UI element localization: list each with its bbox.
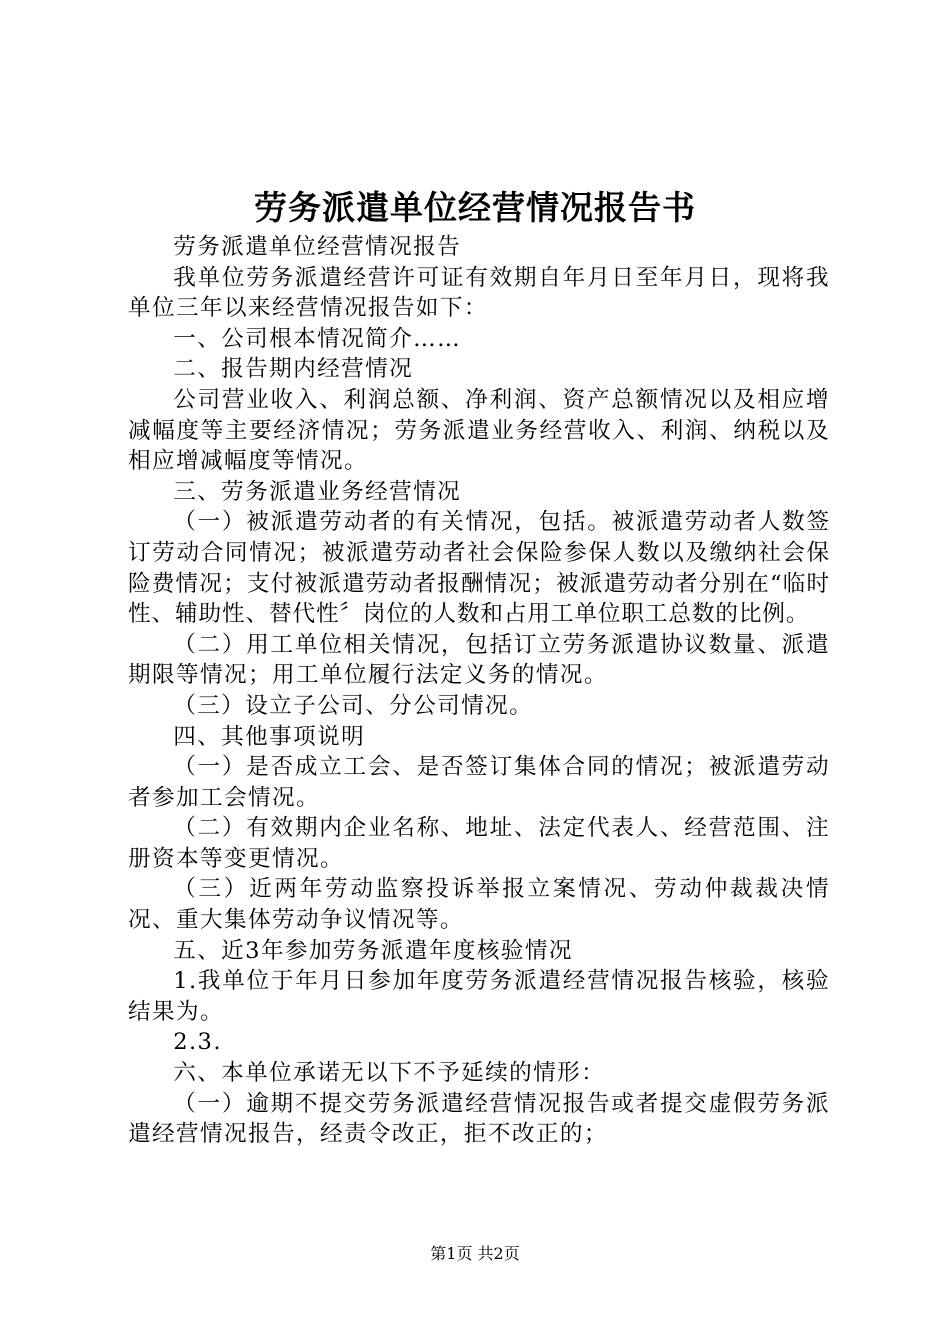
paragraph-subtitle: 劳务派遣单位经营情况报告: [173, 234, 462, 260]
paragraph-disputes: （三）近两年劳动监察投诉举报立案情况、劳动仲裁裁决情况、重大集体劳动争议情况等。: [128, 876, 830, 934]
paragraph-commitment-1: （一）逾期不提交劳务派遣经营情况报告或者提交虚假劳务派遣经营情况报告，经责令改正，拒不改正的；: [128, 1090, 830, 1148]
section-heading-3: 三、劳务派遣业务经营情况: [173, 478, 462, 505]
section-heading-1: 一、公司根本情况简介……: [173, 325, 462, 352]
section-heading-4: 四、其他事项说明: [173, 723, 366, 750]
paragraph-dispatched-workers: （一）被派遣劳动者的有关情况，包括。被派遣劳动者人数签订劳动合同情况；被派遣劳动者社会保险参保人数以及缴纳社会保险费情况；支付被派遣劳动者报酬情况；被派遣劳动者分别在“临时性、辅助性、替代性〞岗位的人数和占用工单位职工总数的比例。: [128, 509, 830, 628]
paragraph-inspection-1: 1.我单位于年月日参加年度劳务派遣经营情况报告核验，核验结果为。: [128, 968, 830, 1025]
paragraph-changes: （二）有效期内企业名称、地址、法定代表人、经营范围、注册资本等变更情况。: [128, 815, 830, 872]
paragraph-employer-units: （二）用工单位相关情况，包括订立劳务派遣协议数量、派遣期限等情况；用工单位履行法定义务的情况。: [128, 631, 830, 689]
page-footer: 第1页 共2页: [430, 1244, 520, 1263]
paragraph-intro: 我单位劳务派遣经营许可证有效期自年月日至年月日，现将我单位三年以来经营情况报告如下：: [128, 264, 830, 322]
paragraph-financials: 公司营业收入、利润总额、净利润、资产总额情况以及相应增减幅度等主要经济情况；劳务派遣业务经营收入、利润、纳税以及相应增减幅度等情况。: [128, 386, 830, 475]
document-title: 劳务派遣单位经营情况报告书: [254, 188, 696, 227]
paragraph-subsidiaries: （三）设立子公司、分公司情况。: [173, 692, 534, 719]
document-body: [128, 232, 830, 1150]
paragraph-union: （一）是否成立工会、是否签订集体合同的情况；被派遣劳动者参加工会情况。: [128, 754, 830, 811]
section-heading-6: 六、本单位承诺无以下不予延续的情形：: [173, 1060, 606, 1087]
section-heading-2: 二、报告期内经营情况: [173, 356, 414, 383]
section-heading-5: 五、近3年参加劳务派遣年度核验情况: [173, 937, 573, 964]
paragraph-inspection-2-3: 2.3.: [173, 1029, 222, 1056]
